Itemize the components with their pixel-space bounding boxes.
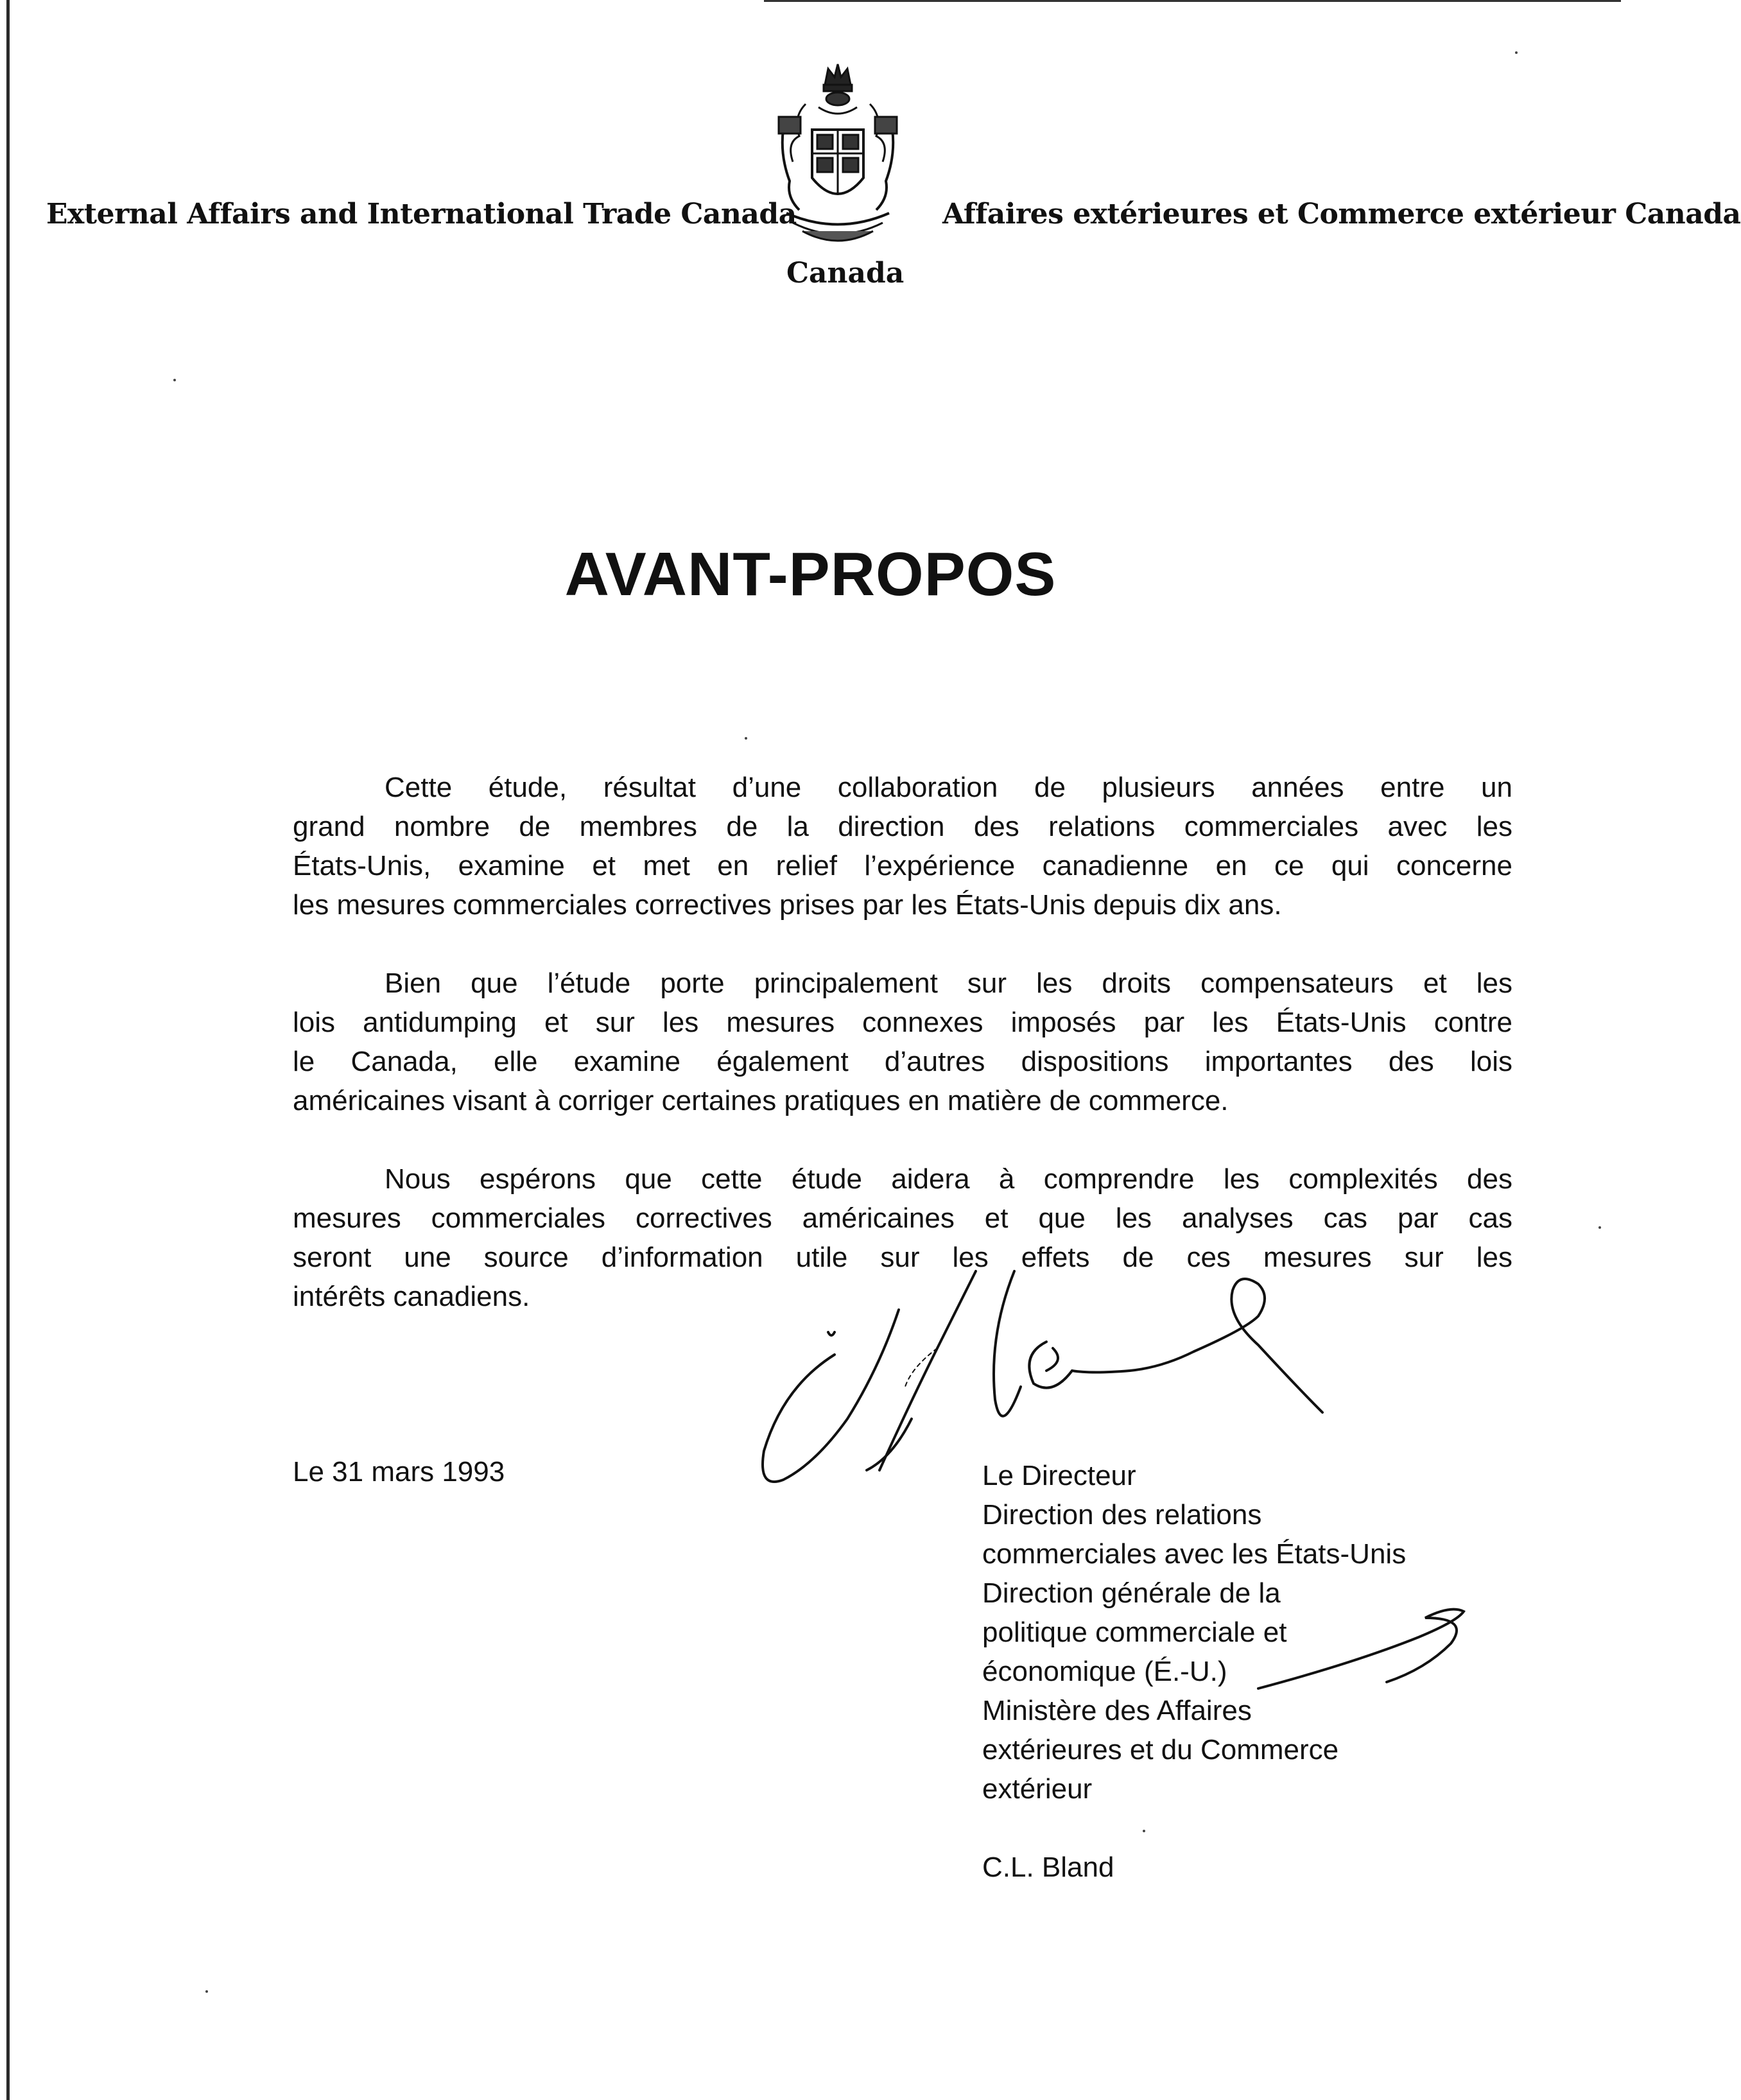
paragraph-line: mesures commerciales correctives américaines et que les analyses cas par cas xyxy=(293,1202,1512,1234)
letter-date: Le 31 mars 1993 xyxy=(293,1456,505,1488)
signatory-title: Le Directeur xyxy=(982,1460,1136,1491)
signatory-line: Direction générale de la xyxy=(982,1577,1281,1609)
paragraph-line: intérêts canadiens. xyxy=(293,1281,530,1312)
paragraph-line: États-Unis, examine et met en relief l’expérience canadienne en ce qui concerne xyxy=(293,850,1512,881)
letterhead-english: External Affairs and International Trade Canada xyxy=(46,198,797,230)
paragraph-line: américaines visant à corriger certaines pratiques en matière de commerce. xyxy=(293,1085,1229,1116)
canada-coat-of-arms-icon xyxy=(767,59,908,252)
scan-left-edge xyxy=(6,0,10,2100)
signatory-line: commerciales avec les États-Unis xyxy=(982,1538,1407,1570)
scan-speck xyxy=(1598,1226,1601,1229)
canada-wordmark: Canada xyxy=(786,257,905,290)
paragraph-line: lois antidumping et sur les mesures connexes imposés par les États-Unis contre xyxy=(293,1007,1512,1038)
paragraph-line: le Canada, elle examine également d’autres dispositions importantes des lois xyxy=(293,1046,1512,1077)
paragraph-line: Bien que l’étude porte principalement sur les droits compensateurs et les xyxy=(385,968,1512,999)
signatory-line: extérieur xyxy=(982,1773,1093,1805)
initial-flourish xyxy=(1258,1592,1477,1701)
scan-speck xyxy=(1515,51,1518,54)
scan-speck xyxy=(1143,1830,1145,1832)
signatory-line: politique commerciale et xyxy=(982,1617,1287,1648)
page-title: AVANT-PROPOS xyxy=(564,540,1057,609)
signatory-line: économique (É.-U.) xyxy=(982,1656,1227,1687)
spacer xyxy=(982,1809,1406,1848)
paragraph-line: les mesures commerciales correctives prises par les États-Unis depuis dix ans. xyxy=(293,889,1282,921)
signatory-line: Direction des relations xyxy=(982,1499,1262,1531)
scan-top-edge xyxy=(764,0,1621,2)
signatory-line: extérieures et du Commerce xyxy=(982,1734,1339,1766)
letterhead-french: Affaires extérieures et Commerce extérieur Canada xyxy=(942,198,1741,230)
paragraph-line: Cette étude, résultat d’une collaboration de plusieurs années entre un xyxy=(385,772,1512,803)
scan-speck xyxy=(173,379,176,381)
paragraph-1 xyxy=(293,768,1512,924)
signatory-line: Ministère des Affaires xyxy=(982,1695,1252,1726)
paragraph-line: grand nombre de membres de la direction des relations commerciales avec les xyxy=(293,811,1512,842)
paragraph-line: Nous espérons que cette étude aidera à comprendre les complexités des xyxy=(385,1163,1512,1195)
scan-speck xyxy=(205,1990,208,1993)
paragraph-line: seront une source d’information utile sur les effets de ces mesures sur les xyxy=(293,1242,1512,1273)
signatory-name: C.L. Bland xyxy=(982,1852,1114,1883)
scan-speck xyxy=(745,737,747,740)
paragraph-2 xyxy=(293,964,1512,1120)
